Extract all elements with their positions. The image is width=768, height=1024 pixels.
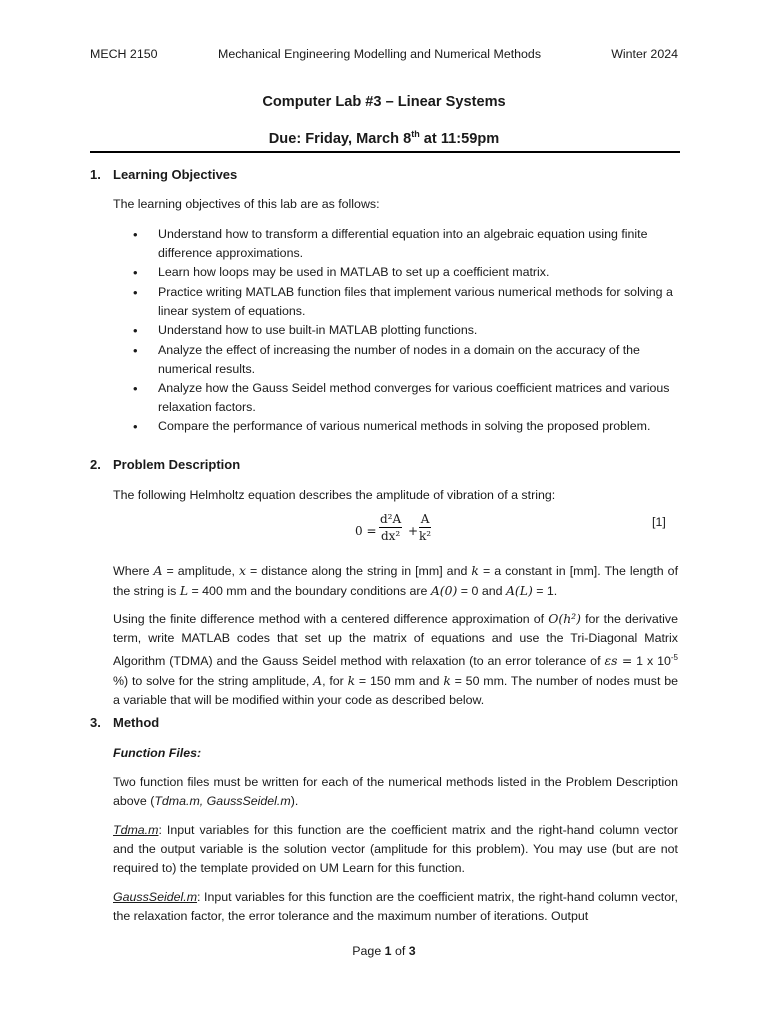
problem-paragraph-2: Using the finite difference method with a centered difference approximation of O(h²) for the derivative term, write MATLAB codes that set up the matrix of equations and use the Tri-Diagonal Matrix Algorithm (TDMA) and the Gauss Seidel method with relaxation (to an error tolerance of εs = 1 x $10^{-5}$ %) to solve for the string amplitude, A, for k = 150 mm and k = 50 mm. The number of nodes must be a variable that will be modified within your code as described below. bbox=[113, 611, 678, 708]
page-number: Page 1 of 3 bbox=[352, 944, 416, 958]
course-code: MECH 2150 bbox=[90, 47, 158, 61]
document-title: Computer Lab #3 – Linear Systems bbox=[262, 94, 506, 110]
list-item: • Analyze how the Gauss Seidel method converges for various coefficient matrices and various relaxation factors. bbox=[133, 381, 670, 414]
list-item: • Learn how loops may be used in MATLAB to set up a coefficient matrix. bbox=[133, 265, 550, 280]
tdma-file-label: Tdma.m bbox=[113, 823, 159, 837]
term: Winter 2024 bbox=[611, 47, 678, 61]
fraction-a-k2: A k² bbox=[419, 512, 432, 543]
page-header bbox=[90, 47, 678, 65]
list-item: • Understand how to use built-in MATLAB plotting functions. bbox=[133, 323, 478, 338]
objectives-intro: The learning objectives of this lab are as follows: bbox=[113, 197, 380, 211]
due-date: Due: Friday, March 8th at 11:59pm bbox=[268, 129, 500, 147]
problem-intro: The following Helmholtz equation describes the amplitude of vibration of a string: bbox=[113, 488, 556, 502]
problem-paragraph-1: Where A = amplitude, x = distance along the string in [mm] and k = a constant in [mm]. The length of the string is L = 400 mm and the boundary conditions are A(0) = 0 and A(L) = 1. bbox=[113, 563, 679, 598]
tdma-description: Tdma.m: Input variables for this function are the coefficient matrix and the right-hand column vector and the output variable is the solution vector (amplitude for this problem). You may use (but are not required to) the template provided on UM Learn for this function. bbox=[113, 823, 678, 875]
function-files-subheading: Function Files: bbox=[113, 746, 202, 760]
list-item: • Analyze the effect of increasing the number of nodes in a domain on the accuracy of the numerical results. bbox=[133, 343, 640, 376]
section-heading-learning-objectives: 1. Learning Objectives bbox=[90, 167, 238, 182]
gauss-seidel-description: GaussSeidel.m: Input variables for this function are the coefficient matrix, the right-hand column vector, the relaxation factor, the error tolerance and the maximum number of iterations. Output bbox=[113, 890, 678, 923]
gauss-seidel-file-label: GaussSeidel.m bbox=[113, 890, 198, 904]
helmholtz-equation: 0 = d²A dx² + A k² bbox=[355, 512, 432, 543]
equation-number: [1] bbox=[652, 515, 666, 529]
method-paragraph-1: Two function files must be written for each of the numerical methods listed in the Problem Description above (Tdma.m, GaussSeidel.m). bbox=[113, 775, 678, 808]
list-item: • Practice writing MATLAB function files that implement various numerical methods for solving a linear system of equations. bbox=[133, 285, 673, 318]
section-heading-method: 3. Method bbox=[90, 715, 160, 730]
fraction-d2a-dx2: d²A dx² bbox=[380, 512, 402, 543]
title-divider bbox=[90, 151, 680, 153]
course-title: Mechanical Engineering Modelling and Numerical Methods bbox=[218, 47, 542, 61]
list-item: • Compare the performance of various numerical methods in solving the proposed problem. bbox=[133, 419, 651, 434]
list-item: • Understand how to transform a differential equation into an algebraic equation using finite difference approximations. bbox=[133, 227, 648, 260]
section-heading-problem-description: 2. Problem Description bbox=[90, 457, 241, 472]
